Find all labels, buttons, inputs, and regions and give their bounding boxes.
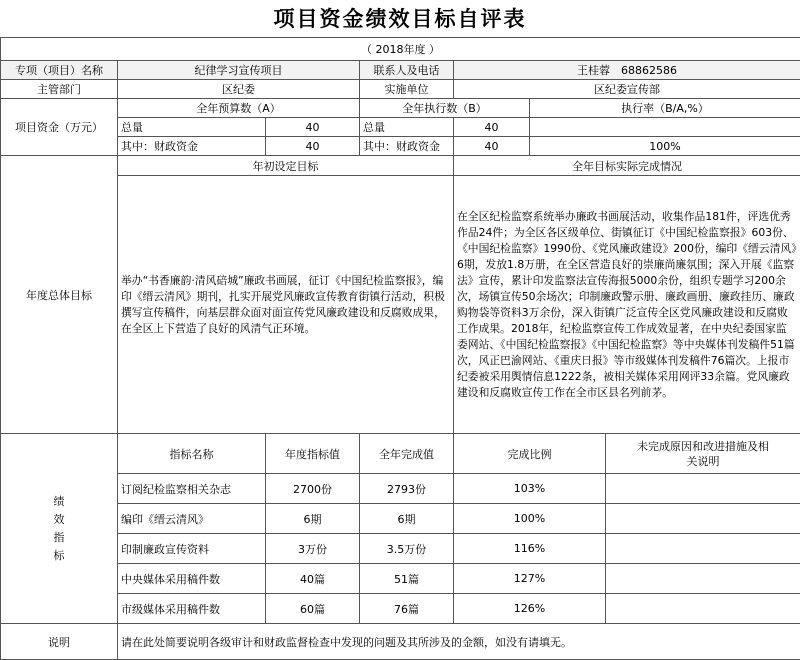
indicator-actual: 51篇 — [360, 564, 454, 594]
note-text: 请在此处简要说明各级审计和财政监督检查中发现的问题及其所涉及的金额，如没有请填无。 — [118, 624, 800, 660]
indicators-label — [1, 434, 118, 624]
indicator-target: 6期 — [266, 504, 360, 534]
note-label: 说明 — [1, 624, 118, 660]
indicator-ratio: 127% — [454, 564, 606, 594]
indicator-row — [1, 594, 800, 624]
initial-goal-text: 举办“书香廉韵·清风碚城”廉政书画展，征订《中国纪检监察报》，编印《缙云清风》期刊，扎实开展党风廉政宣传教育街镇行活动，积极撰写宣传稿件，向基层群众面对面宣传党风廉政建设和反腐败成果，在全区上下营造了良好的风清气正环境。 — [118, 176, 454, 434]
budget-fiscal-label: 其中：财政资金 — [118, 137, 266, 156]
actual-goal-text: 在全区纪检监察系统举办廉政书画展活动，收集作品181件，评选优秀作品24件；为全区各区级单位、街镇征订《中国纪检监察报》603份、《中国纪检监察》1990份、《党风廉政建设》200份，编印《缙云清风》6期，发放1.8万册，在全区营造良好的崇廉尚廉氛围；深入开展《监察法》宣传，累计印发监察法宣传海报5000余份，组织专题学习200余次，场镇宣传50余场次；印制廉政警示册、廉政画册、廉政挂历、廉政购物袋等资料3万余份，深入街镇广泛宣传全区党风廉政建设和反腐败工作成果。2018年，纪检监察宣传工作成效显著，在中央纪委国家监委网站、《中国纪检监察报》《中国纪检监察》等中央媒体刊发稿件51篇次，风正巴渝网站、《重庆日报》等市级媒体刊发稿件76篇次。上报市纪委被采用舆情信息1222条，被相关媒体采用网评33余篇。党风廉政建设和反腐败宣传工作在全市区县名列前茅。 — [454, 176, 800, 434]
exec-total-label: 总量 — [360, 118, 454, 137]
initial-goal-header: 年初设定目标 — [118, 156, 454, 176]
indicator-note — [606, 564, 800, 594]
indicator-name: 市级媒体采用稿件数 — [118, 594, 266, 624]
goals-label: 年度总体目标 — [1, 156, 118, 434]
dept-label: 主管部门 — [1, 80, 118, 99]
budget-total-label: 总量 — [118, 118, 266, 137]
indicator-row — [1, 474, 800, 504]
indicator-target: 2700份 — [266, 474, 360, 504]
exec-total-value: 40 — [454, 118, 530, 137]
indicator-ratio: 100% — [454, 504, 606, 534]
rate-total-value — [530, 118, 800, 137]
indicator-header-actual: 全年完成值 — [360, 434, 454, 474]
indicator-row — [1, 534, 800, 564]
budget-header: 全年预算数（A） — [118, 99, 360, 118]
indicator-ratio: 126% — [454, 594, 606, 624]
exec-fiscal-label: 其中：财政资金 — [360, 137, 454, 156]
indicator-header-ratio: 完成比例 — [454, 434, 606, 474]
rate-header: 执行率（B/A,%） — [530, 99, 800, 118]
project-name-label: 专项（项目）名称 — [1, 61, 118, 80]
contact-label: 联系人及电话 — [360, 61, 454, 80]
indicator-header-name: 指标名称 — [118, 434, 266, 474]
indicator-target: 40篇 — [266, 564, 360, 594]
indicator-header-notes-text: 未完成原因和改进措施及相关说明 — [633, 439, 773, 469]
actual-goal-header: 全年目标实际完成情况 — [454, 156, 800, 176]
indicator-ratio: 103% — [454, 474, 606, 504]
indicator-name: 印制廉政宣传资料 — [118, 534, 266, 564]
exec-fiscal-value: 40 — [454, 137, 530, 156]
impl-unit-label: 实施单位 — [360, 80, 454, 99]
indicator-row — [1, 564, 800, 594]
indicator-actual: 2793份 — [360, 474, 454, 504]
evaluation-table — [0, 37, 800, 660]
indicator-note — [606, 504, 800, 534]
indicator-ratio: 116% — [454, 534, 606, 564]
indicator-target: 60篇 — [266, 594, 360, 624]
indicator-name: 订阅纪检监察相关杂志 — [118, 474, 266, 504]
indicator-name: 中央媒体采用稿件数 — [118, 564, 266, 594]
indicator-target: 3万份 — [266, 534, 360, 564]
indicator-actual: 76篇 — [360, 594, 454, 624]
budget-total-value: 40 — [266, 118, 360, 137]
dept-value: 区纪委 — [118, 80, 360, 99]
indicators-label-text: 绩效指标 — [53, 493, 66, 565]
indicator-actual: 6期 — [360, 504, 454, 534]
indicator-row — [1, 504, 800, 534]
indicator-note — [606, 594, 800, 624]
indicator-note — [606, 534, 800, 564]
indicator-name: 编印《缙云清风》 — [118, 504, 266, 534]
year-label: （ 2018年度 ） — [1, 38, 800, 61]
indicator-header-target: 年度指标值 — [266, 434, 360, 474]
impl-unit-value: 区纪委宣传部 — [454, 80, 800, 99]
indicator-note — [606, 474, 800, 504]
budget-fiscal-value: 40 — [266, 137, 360, 156]
indicator-actual: 3.5万份 — [360, 534, 454, 564]
project-name-value: 纪律学习宣传项目 — [118, 61, 360, 80]
indicator-header-notes — [606, 434, 800, 474]
funds-label: 项目资金（万元） — [1, 99, 118, 156]
page-title: 项目资金绩效目标自评表 — [0, 0, 800, 37]
contact-value: 王桂蓉 68862586 — [454, 61, 800, 80]
exec-header: 全年执行数（B） — [360, 99, 530, 118]
rate-fiscal-value: 100% — [530, 137, 800, 156]
